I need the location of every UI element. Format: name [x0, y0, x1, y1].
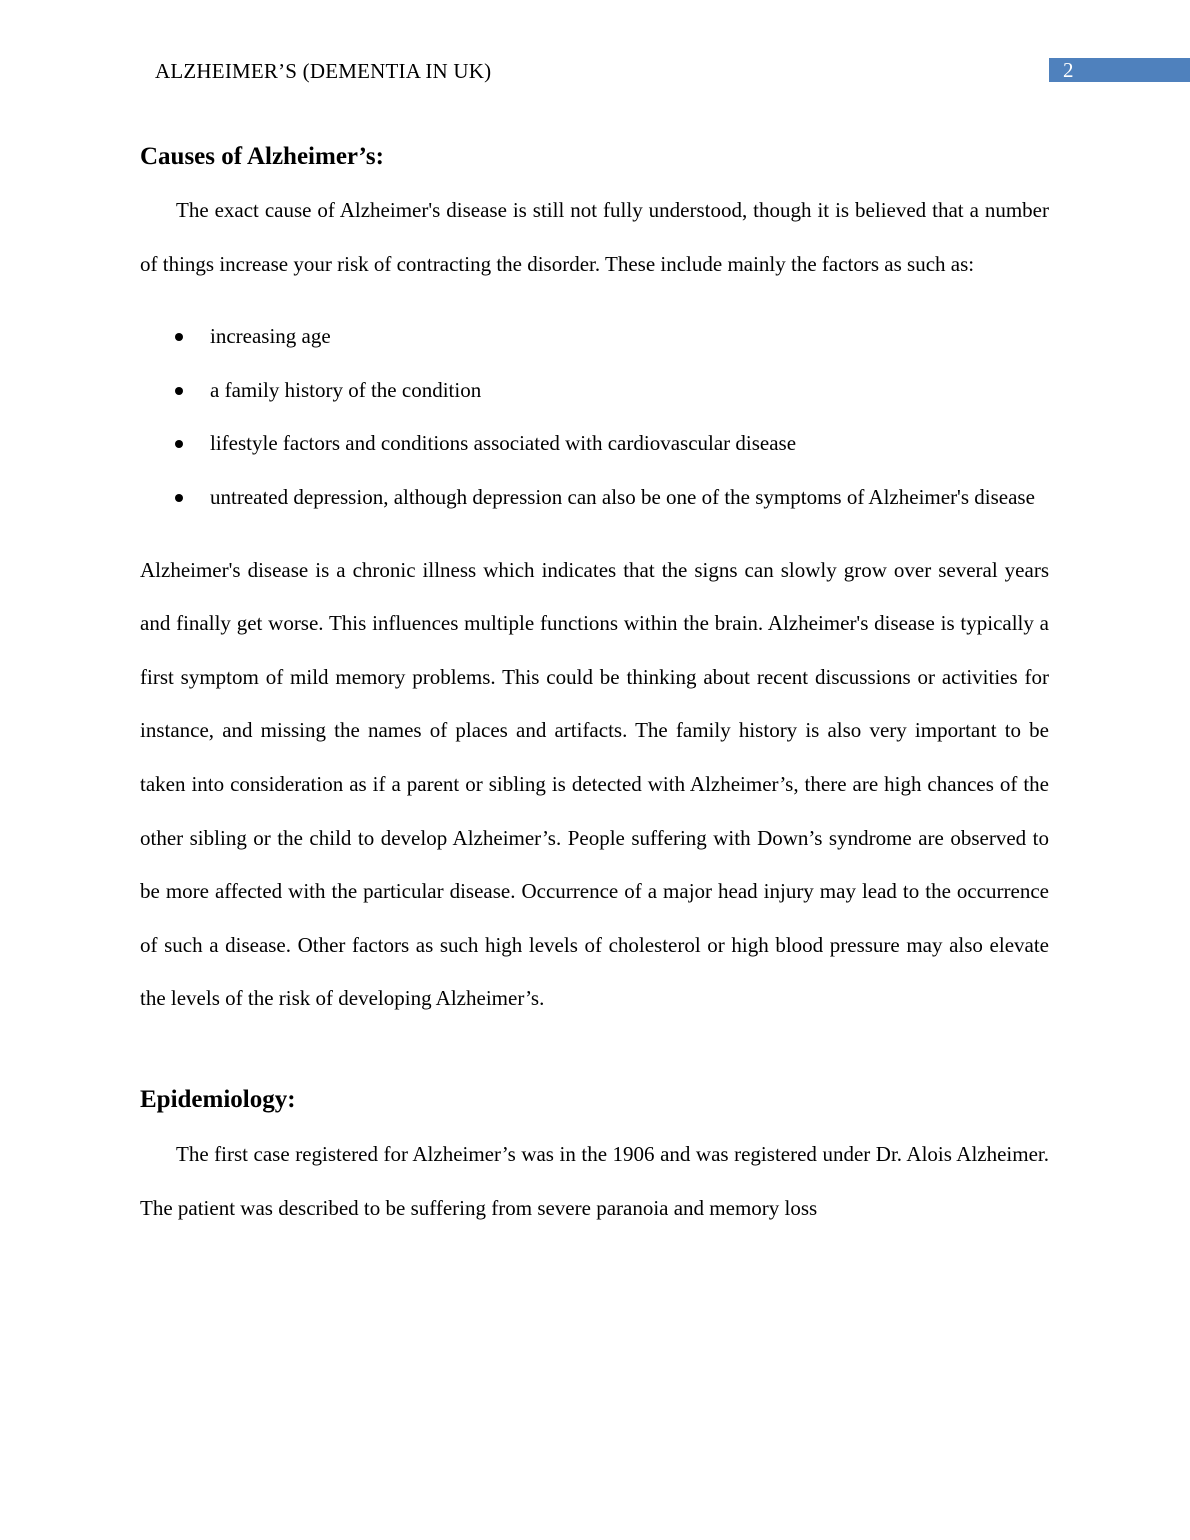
list-item-text: lifestyle factors and conditions associated with cardiovascular disease [210, 431, 797, 456]
list-item-text: a family history of the condition [210, 377, 482, 402]
causes-heading: Causes of Alzheimer’s: [140, 143, 384, 170]
causes-intro-paragraph: The exact cause of Alzheimer's disease is still not fully understood, though it is believed that a number of things increase your risk of contracting the disorder. These include mainly the factors as such as: [140, 198, 1049, 276]
list-item-text: untreated depression, although depression can also be one of the symptoms of Alzheimer's disease [210, 484, 1035, 509]
epidemiology-heading: Epidemiology: [140, 1085, 296, 1113]
bullet-icon [175, 333, 183, 341]
running-head-title: ALZHEIMER’S (DEMENTIA IN UK) [155, 59, 492, 83]
bullet-icon [175, 494, 183, 502]
list-item [140, 471, 1049, 525]
page-number-badge [1049, 58, 1190, 82]
list-item-text: increasing age [210, 324, 331, 349]
list-item [140, 364, 1049, 418]
risk-factor-list [140, 310, 1049, 524]
causes-body-paragraph: Alzheimer's disease is a chronic illness which indicates that the signs can slowly grow over several years and finally get worse. This influences multiple functions within the brain. Alzheimer's disease is typically a first symptom of mild memory problems. This could be thinking about recent discussions or activities for instance, and missing the names of places and artifacts. The family history is also very important to be taken into consideration as if a parent or sibling is detected with Alzheimer’s, there are high chances of the other sibling or the child to develop Alzheimer’s. People suffering with Down’s syndrome are observed to be more affected with the particular disease. Occurrence of a major head injury may lead to the occurrence of such a disease. Other factors as such high levels of cholesterol or high blood pressure may also elevate the levels of the risk of developing Alzheimer’s. [140, 557, 1049, 1011]
page-number: 2 [1063, 58, 1074, 82]
epidemiology-paragraph: The first case registered for Alzheimer’s was in the 1906 and was registered under Dr. Alois Alzheimer. The patient was described to be suffering from severe paranoia and memory loss [140, 1141, 1049, 1220]
list-item [140, 310, 1049, 364]
document-body [140, 137, 1049, 1235]
bullet-icon [175, 387, 183, 395]
bullet-icon [175, 440, 183, 448]
list-item [140, 417, 1049, 471]
